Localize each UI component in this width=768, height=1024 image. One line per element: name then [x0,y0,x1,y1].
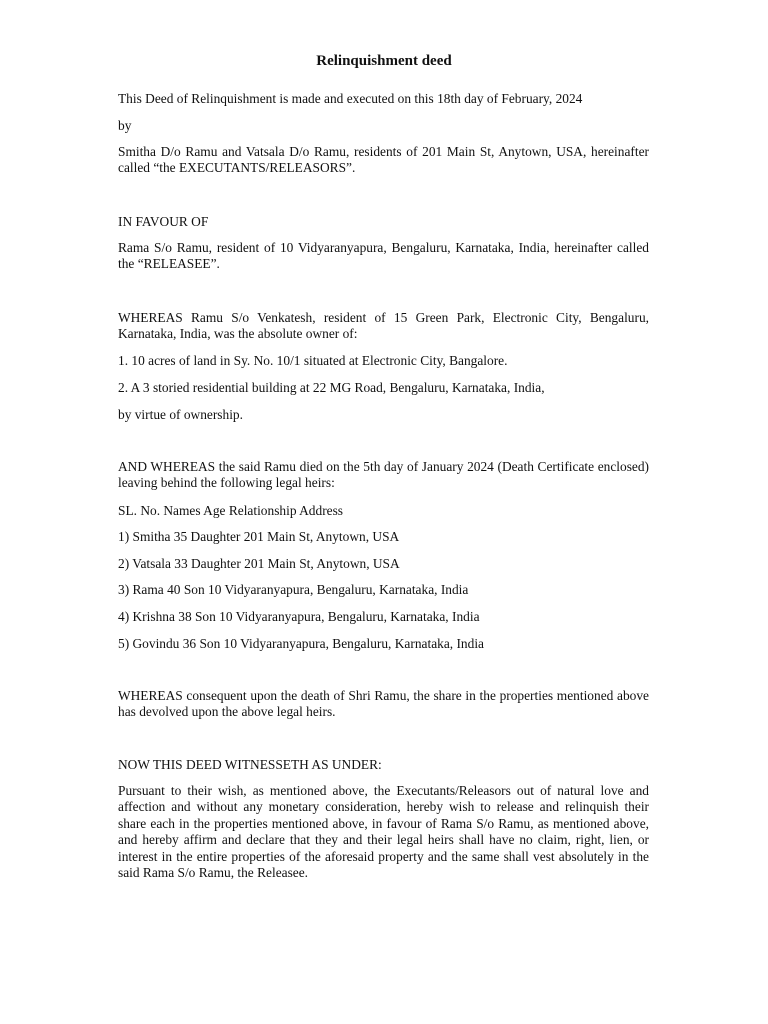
by-virtue-line: by virtue of ownership. [118,407,243,422]
heir-row: 3) Rama 40 Son 10 Vidyaranyapura, Bengaluru, Karnataka, India [118,582,469,597]
by-line: by [118,118,132,133]
releasee-paragraph: Rama S/o Ramu, resident of 10 Vidyaranyapura, Bengaluru, Karnataka, India, hereinafter called the “RELEASEE”. [118,240,649,272]
heir-row: 2) Vatsala 33 Daughter 201 Main St, Anytown, USA [118,556,400,571]
executants-paragraph: Smitha D/o Ramu and Vatsala D/o Ramu, residents of 201 Main St, Anytown, USA, hereinafter called “the EXECUTANTS/RELEASORS”. [118,144,649,176]
heir-row: 4) Krishna 38 Son 10 Vidyaranyapura, Bengaluru, Karnataka, India [118,609,480,624]
property-item: 2. A 3 storied residential building at 22 MG Road, Bengaluru, Karnataka, India, [118,380,545,395]
property-item: 1. 10 acres of land in Sy. No. 10/1 situated at Electronic City, Bangalore. [118,353,508,368]
witnesseth-heading: NOW THIS DEED WITNESSETH AS UNDER: [118,757,382,772]
heir-row: 5) Govindu 36 Son 10 Vidyaranyapura, Bengaluru, Karnataka, India [118,636,484,651]
page-title: Relinquishment deed [316,53,452,69]
intro-paragraph: This Deed of Relinquishment is made and executed on this 18th day of February, 2024 [118,91,583,106]
and-whereas-paragraph: AND WHEREAS the said Ramu died on the 5th day of January 2024 (Death Certificate enclosed) leaving behind the following legal heirs: [118,459,649,491]
whereas-owner-paragraph: WHEREAS Ramu S/o Venkatesh, resident of 15 Green Park, Electronic City, Bengaluru, Karnataka, India, was the absolute owner of: [118,310,649,342]
whereas-devolved-paragraph: WHEREAS consequent upon the death of Shri Ramu, the share in the properties mentioned above has devolved upon the above legal heirs. [118,688,649,720]
operative-paragraph: Pursuant to their wish, as mentioned above, the Executants/Releasors out of natural love and affection and without any monetary consideration, hereby wish to release and relinquish their share each in the properties mentioned above, in favour of Rama S/o Ramu, as mentioned above, and hereby affirm and declare that they and their legal heirs shall have no claim, right, lien, or interest in the entire properties of the aforesaid property and the same shall vest absolutely in the said Rama S/o Ramu, the Releasee. [118,783,649,881]
in-favour-heading: IN FAVOUR OF [118,214,209,229]
heir-row: 1) Smitha 35 Daughter 201 Main St, Anytown, USA [118,529,400,544]
heirs-header: SL. No. Names Age Relationship Address [118,503,344,518]
